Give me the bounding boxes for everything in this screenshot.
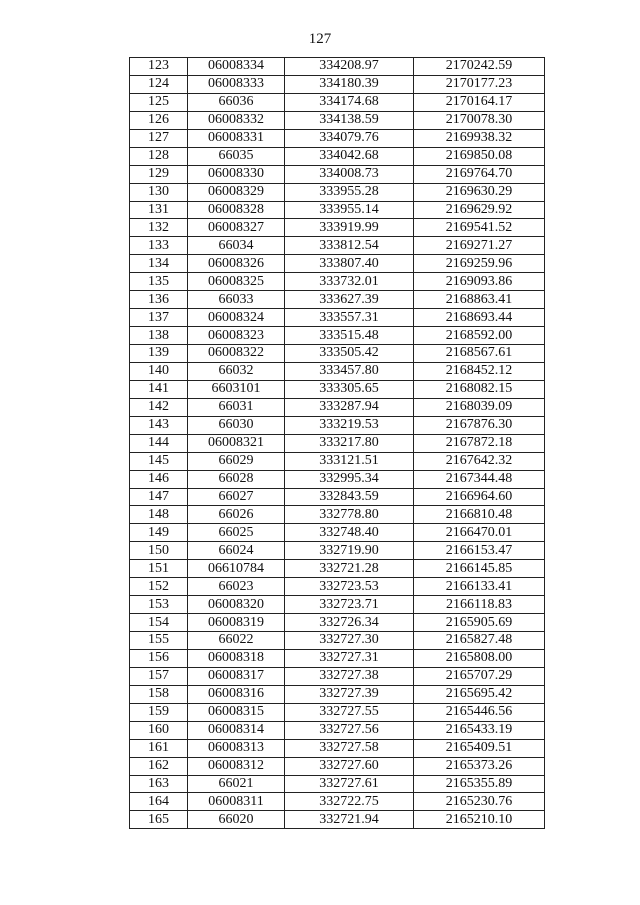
y-coordinate-cell: 2167876.30	[414, 416, 545, 434]
point-id-cell: 06008317	[188, 667, 285, 685]
table-row	[130, 237, 545, 255]
table-row	[130, 739, 545, 757]
y-coordinate-cell: 2165210.10	[414, 811, 545, 829]
y-coordinate-cell: 2169271.27	[414, 237, 545, 255]
point-id-cell: 06008322	[188, 345, 285, 363]
row-index-cell: 123	[130, 58, 188, 76]
y-coordinate-cell: 2169630.29	[414, 183, 545, 201]
point-id-cell: 06008312	[188, 757, 285, 775]
point-id-cell: 66028	[188, 470, 285, 488]
table-row	[130, 542, 545, 560]
y-coordinate-cell: 2165433.19	[414, 721, 545, 739]
y-coordinate-cell: 2167344.48	[414, 470, 545, 488]
row-index-cell: 149	[130, 524, 188, 542]
y-coordinate-cell: 2165230.76	[414, 793, 545, 811]
point-id-cell: 06008314	[188, 721, 285, 739]
point-id-cell: 66029	[188, 452, 285, 470]
x-coordinate-cell: 332727.61	[285, 775, 414, 793]
table-row	[130, 183, 545, 201]
y-coordinate-cell: 2166118.83	[414, 596, 545, 614]
x-coordinate-cell: 333955.14	[285, 201, 414, 219]
x-coordinate-cell: 334079.76	[285, 129, 414, 147]
table-row	[130, 757, 545, 775]
x-coordinate-cell: 332722.75	[285, 793, 414, 811]
row-index-cell: 135	[130, 273, 188, 291]
y-coordinate-cell: 2168592.00	[414, 327, 545, 345]
table-row	[130, 165, 545, 183]
y-coordinate-cell: 2165905.69	[414, 614, 545, 632]
table-row	[130, 632, 545, 650]
row-index-cell: 155	[130, 632, 188, 650]
point-id-cell: 06008333	[188, 75, 285, 93]
point-id-cell: 06610784	[188, 560, 285, 578]
point-id-cell: 66026	[188, 506, 285, 524]
y-coordinate-cell: 2166145.85	[414, 560, 545, 578]
y-coordinate-cell: 2165707.29	[414, 667, 545, 685]
x-coordinate-cell: 332727.30	[285, 632, 414, 650]
table-row	[130, 524, 545, 542]
y-coordinate-cell: 2166810.48	[414, 506, 545, 524]
point-id-cell: 66027	[188, 488, 285, 506]
x-coordinate-cell: 332721.94	[285, 811, 414, 829]
point-id-cell: 06008319	[188, 614, 285, 632]
table-row	[130, 362, 545, 380]
x-coordinate-cell: 332748.40	[285, 524, 414, 542]
y-coordinate-cell: 2165373.26	[414, 757, 545, 775]
table-row	[130, 255, 545, 273]
x-coordinate-cell: 333121.51	[285, 452, 414, 470]
row-index-cell: 131	[130, 201, 188, 219]
x-coordinate-cell: 333305.65	[285, 380, 414, 398]
point-id-cell: 66033	[188, 291, 285, 309]
y-coordinate-cell: 2170177.23	[414, 75, 545, 93]
y-coordinate-cell: 2170242.59	[414, 58, 545, 76]
row-index-cell: 137	[130, 309, 188, 327]
row-index-cell: 145	[130, 452, 188, 470]
y-coordinate-cell: 2168039.09	[414, 398, 545, 416]
x-coordinate-cell: 334180.39	[285, 75, 414, 93]
row-index-cell: 132	[130, 219, 188, 237]
point-id-cell: 06008332	[188, 111, 285, 129]
y-coordinate-cell: 2168452.12	[414, 362, 545, 380]
y-coordinate-cell: 2169093.86	[414, 273, 545, 291]
row-index-cell: 153	[130, 596, 188, 614]
table-row	[130, 614, 545, 632]
y-coordinate-cell: 2165409.51	[414, 739, 545, 757]
table-row	[130, 309, 545, 327]
table-row	[130, 703, 545, 721]
point-id-cell: 06008334	[188, 58, 285, 76]
point-id-cell: 66023	[188, 578, 285, 596]
point-id-cell: 66025	[188, 524, 285, 542]
row-index-cell: 141	[130, 380, 188, 398]
table-row	[130, 129, 545, 147]
y-coordinate-cell: 2168082.15	[414, 380, 545, 398]
table-row	[130, 452, 545, 470]
table-row	[130, 470, 545, 488]
point-id-cell: 06008323	[188, 327, 285, 345]
row-index-cell: 133	[130, 237, 188, 255]
x-coordinate-cell: 332727.56	[285, 721, 414, 739]
x-coordinate-cell: 333515.48	[285, 327, 414, 345]
x-coordinate-cell: 332726.34	[285, 614, 414, 632]
table-row	[130, 596, 545, 614]
point-id-cell: 06008329	[188, 183, 285, 201]
x-coordinate-cell: 332719.90	[285, 542, 414, 560]
point-id-cell: 06008316	[188, 685, 285, 703]
table-row	[130, 111, 545, 129]
row-index-cell: 124	[130, 75, 188, 93]
x-coordinate-cell: 333557.31	[285, 309, 414, 327]
row-index-cell: 136	[130, 291, 188, 309]
x-coordinate-cell: 333217.80	[285, 434, 414, 452]
point-id-cell: 66021	[188, 775, 285, 793]
y-coordinate-cell: 2167872.18	[414, 434, 545, 452]
y-coordinate-cell: 2169541.52	[414, 219, 545, 237]
x-coordinate-cell: 333812.54	[285, 237, 414, 255]
table-row	[130, 488, 545, 506]
table-row	[130, 416, 545, 434]
row-index-cell: 129	[130, 165, 188, 183]
row-index-cell: 142	[130, 398, 188, 416]
row-index-cell: 128	[130, 147, 188, 165]
row-index-cell: 165	[130, 811, 188, 829]
row-index-cell: 162	[130, 757, 188, 775]
table-row	[130, 721, 545, 739]
x-coordinate-cell: 332721.28	[285, 560, 414, 578]
y-coordinate-cell: 2169259.96	[414, 255, 545, 273]
point-id-cell: 66022	[188, 632, 285, 650]
x-coordinate-cell: 333627.39	[285, 291, 414, 309]
y-coordinate-cell: 2168567.61	[414, 345, 545, 363]
row-index-cell: 161	[130, 739, 188, 757]
point-id-cell: 66036	[188, 93, 285, 111]
table-row	[130, 685, 545, 703]
table-row	[130, 578, 545, 596]
row-index-cell: 147	[130, 488, 188, 506]
point-id-cell: 06008313	[188, 739, 285, 757]
x-coordinate-cell: 332723.71	[285, 596, 414, 614]
point-id-cell: 06008330	[188, 165, 285, 183]
table-row	[130, 273, 545, 291]
y-coordinate-cell: 2166470.01	[414, 524, 545, 542]
y-coordinate-cell: 2165808.00	[414, 649, 545, 667]
table-row	[130, 811, 545, 829]
y-coordinate-cell: 2168693.44	[414, 309, 545, 327]
x-coordinate-cell: 333807.40	[285, 255, 414, 273]
page-number: 127	[308, 31, 332, 47]
row-index-cell: 139	[130, 345, 188, 363]
row-index-cell: 140	[130, 362, 188, 380]
table-row	[130, 434, 545, 452]
x-coordinate-cell: 334208.97	[285, 58, 414, 76]
row-index-cell: 158	[130, 685, 188, 703]
row-index-cell: 126	[130, 111, 188, 129]
row-index-cell: 163	[130, 775, 188, 793]
y-coordinate-cell: 2169764.70	[414, 165, 545, 183]
point-id-cell: 66030	[188, 416, 285, 434]
table-row	[130, 93, 545, 111]
x-coordinate-cell: 332723.53	[285, 578, 414, 596]
y-coordinate-cell: 2168863.41	[414, 291, 545, 309]
point-id-cell: 06008311	[188, 793, 285, 811]
table-row	[130, 219, 545, 237]
point-id-cell: 06008320	[188, 596, 285, 614]
x-coordinate-cell: 332727.39	[285, 685, 414, 703]
y-coordinate-cell: 2169629.92	[414, 201, 545, 219]
table-row	[130, 327, 545, 345]
table-row	[130, 291, 545, 309]
y-coordinate-cell: 2166153.47	[414, 542, 545, 560]
row-index-cell: 130	[130, 183, 188, 201]
point-id-cell: 66031	[188, 398, 285, 416]
row-index-cell: 144	[130, 434, 188, 452]
row-index-cell: 127	[130, 129, 188, 147]
y-coordinate-cell: 2165446.56	[414, 703, 545, 721]
y-coordinate-cell: 2167642.32	[414, 452, 545, 470]
y-coordinate-cell: 2170164.17	[414, 93, 545, 111]
x-coordinate-cell: 332727.60	[285, 757, 414, 775]
row-index-cell: 164	[130, 793, 188, 811]
x-coordinate-cell: 333505.42	[285, 345, 414, 363]
coordinates-table-body	[130, 58, 545, 829]
row-index-cell: 160	[130, 721, 188, 739]
point-id-cell: 06008326	[188, 255, 285, 273]
y-coordinate-cell: 2165827.48	[414, 632, 545, 650]
point-id-cell: 06008325	[188, 273, 285, 291]
table-row	[130, 560, 545, 578]
x-coordinate-cell: 332727.38	[285, 667, 414, 685]
x-coordinate-cell: 334008.73	[285, 165, 414, 183]
x-coordinate-cell: 332727.58	[285, 739, 414, 757]
row-index-cell: 152	[130, 578, 188, 596]
table-row	[130, 380, 545, 398]
row-index-cell: 138	[130, 327, 188, 345]
row-index-cell: 143	[130, 416, 188, 434]
y-coordinate-cell: 2165695.42	[414, 685, 545, 703]
row-index-cell: 125	[130, 93, 188, 111]
x-coordinate-cell: 333919.99	[285, 219, 414, 237]
row-index-cell: 151	[130, 560, 188, 578]
point-id-cell: 66034	[188, 237, 285, 255]
point-id-cell: 66024	[188, 542, 285, 560]
y-coordinate-cell: 2166964.60	[414, 488, 545, 506]
table-row	[130, 398, 545, 416]
table-row	[130, 649, 545, 667]
table-row	[130, 201, 545, 219]
row-index-cell: 134	[130, 255, 188, 273]
row-index-cell: 154	[130, 614, 188, 632]
table-row	[130, 345, 545, 363]
point-id-cell: 06008318	[188, 649, 285, 667]
table-row	[130, 775, 545, 793]
x-coordinate-cell: 334138.59	[285, 111, 414, 129]
table-row	[130, 793, 545, 811]
x-coordinate-cell: 333287.94	[285, 398, 414, 416]
row-index-cell: 150	[130, 542, 188, 560]
y-coordinate-cell: 2169850.08	[414, 147, 545, 165]
point-id-cell: 6603101	[188, 380, 285, 398]
table-row	[130, 667, 545, 685]
point-id-cell: 06008321	[188, 434, 285, 452]
x-coordinate-cell: 332778.80	[285, 506, 414, 524]
y-coordinate-cell: 2170078.30	[414, 111, 545, 129]
x-coordinate-cell: 334174.68	[285, 93, 414, 111]
x-coordinate-cell: 332843.59	[285, 488, 414, 506]
coordinates-table	[129, 57, 545, 829]
y-coordinate-cell: 2169938.32	[414, 129, 545, 147]
point-id-cell: 06008315	[188, 703, 285, 721]
x-coordinate-cell: 332727.55	[285, 703, 414, 721]
x-coordinate-cell: 333457.80	[285, 362, 414, 380]
row-index-cell: 157	[130, 667, 188, 685]
point-id-cell: 66020	[188, 811, 285, 829]
x-coordinate-cell: 332727.31	[285, 649, 414, 667]
x-coordinate-cell: 334042.68	[285, 147, 414, 165]
table-row	[130, 147, 545, 165]
x-coordinate-cell: 333732.01	[285, 273, 414, 291]
table-row	[130, 506, 545, 524]
row-index-cell: 146	[130, 470, 188, 488]
y-coordinate-cell: 2165355.89	[414, 775, 545, 793]
table-row	[130, 75, 545, 93]
point-id-cell: 06008327	[188, 219, 285, 237]
point-id-cell: 66035	[188, 147, 285, 165]
x-coordinate-cell: 333955.28	[285, 183, 414, 201]
point-id-cell: 06008328	[188, 201, 285, 219]
point-id-cell: 06008324	[188, 309, 285, 327]
point-id-cell: 66032	[188, 362, 285, 380]
table-row	[130, 58, 545, 76]
row-index-cell: 159	[130, 703, 188, 721]
x-coordinate-cell: 333219.53	[285, 416, 414, 434]
y-coordinate-cell: 2166133.41	[414, 578, 545, 596]
x-coordinate-cell: 332995.34	[285, 470, 414, 488]
point-id-cell: 06008331	[188, 129, 285, 147]
row-index-cell: 148	[130, 506, 188, 524]
row-index-cell: 156	[130, 649, 188, 667]
